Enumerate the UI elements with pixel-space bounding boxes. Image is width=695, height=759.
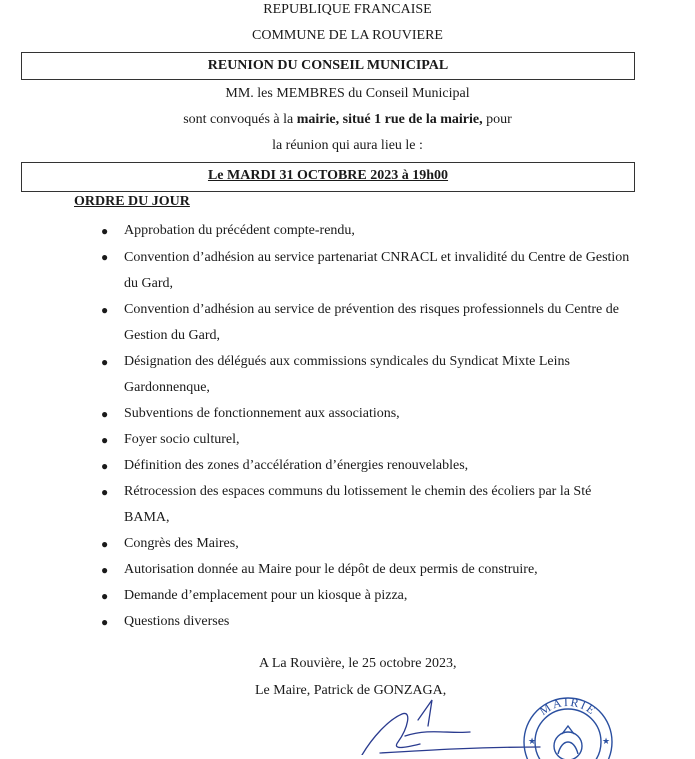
bullet-icon: ● — [101, 433, 109, 447]
agenda-item — [0, 427, 695, 453]
agenda-item-text: Autorisation donnée au Maire pour le dépôt de deux permis de construire, — [124, 562, 538, 577]
agenda-item-text: Approbation du précédent compte-rendu, — [124, 223, 355, 238]
agenda-item — [0, 297, 695, 349]
agenda-item — [0, 349, 695, 401]
agenda-item — [0, 557, 695, 583]
agenda-item — [0, 218, 695, 244]
addressees-line: MM. les MEMBRES du Conseil Municipal — [225, 86, 470, 101]
agenda-item — [0, 531, 695, 557]
bullet-icon: ● — [101, 303, 109, 317]
republic-line: REPUBLIQUE FRANCAISE — [263, 2, 432, 17]
bullet-icon: ● — [101, 563, 109, 577]
svg-text:★: ★ — [602, 736, 611, 746]
agenda-item-text: Rétrocession des espaces communs du lotissement le chemin des écoliers par la Sté BAMA, — [124, 484, 592, 525]
place-date-line: A La Rouvière, le 25 octobre 2023, — [259, 656, 457, 671]
mairie-stamp — [514, 694, 624, 759]
commune-line: COMMUNE DE LA ROUVIERE — [252, 28, 443, 43]
convocation-place: mairie, situé 1 rue de la mairie, — [296, 112, 483, 127]
agenda-item-text: Définition des zones d’accélération d’énergies renouvelables, — [124, 458, 469, 473]
agenda-item-text: Questions diverses — [124, 614, 230, 629]
agenda-item-text: Subventions de fonctionnement aux associations, — [124, 406, 400, 421]
agenda-item-text: Convention d’adhésion au service partenariat CNRACL et invalidité du Centre de Gestion du Gard, — [124, 250, 630, 291]
convocation-line-3: la réunion qui aura lieu le : — [272, 138, 423, 153]
date-time: Le MARDI 31 OCTOBRE 2023 à 19h00 — [207, 168, 449, 183]
agenda-item-text: Foyer socio culturel, — [124, 432, 240, 447]
bullet-icon: ● — [101, 537, 109, 551]
agenda-list — [0, 218, 695, 635]
agenda-item-text: Désignation des délégués aux commissions syndicales du Syndicat Mixte Leins Gardonnenque, — [124, 354, 570, 395]
bullet-icon: ● — [101, 250, 109, 264]
bullet-icon: ● — [101, 224, 109, 238]
agenda-item — [0, 401, 695, 427]
agenda-item — [0, 583, 695, 609]
meeting-title-box — [21, 52, 635, 80]
agenda-item — [0, 479, 695, 531]
agenda-item — [0, 244, 695, 297]
bullet-icon: ● — [101, 615, 109, 629]
convocation-suffix: pour — [482, 112, 512, 127]
svg-text:MAIRIE: MAIRIE — [536, 694, 600, 719]
bullet-icon: ● — [101, 459, 109, 473]
agenda-item — [0, 609, 695, 635]
bullet-icon: ● — [101, 589, 109, 603]
agenda-item-text: Demande d’emplacement pour un kiosque à pizza, — [124, 588, 408, 603]
svg-text:★: ★ — [528, 736, 537, 746]
date-time-box — [21, 162, 635, 192]
signatory-line: Le Maire, Patrick de GONZAGA, — [255, 683, 447, 698]
agenda-item — [0, 453, 695, 479]
agenda-item-text: Congrès des Maires, — [124, 536, 239, 551]
bullet-icon: ● — [101, 355, 109, 369]
bullet-icon: ● — [101, 485, 109, 499]
convocation-line — [0, 111, 695, 129]
signature-area — [0, 690, 695, 755]
convocation-prefix: sont convoqués à la — [183, 112, 297, 127]
agenda-heading: ORDRE DU JOUR — [74, 194, 190, 209]
meeting-title: REUNION DU CONSEIL MUNICIPAL — [207, 58, 449, 73]
bullet-icon: ● — [101, 407, 109, 421]
agenda-item-text: Convention d’adhésion au service de prévention des risques professionnels du Centre de Gestion du Gard, — [124, 302, 619, 343]
